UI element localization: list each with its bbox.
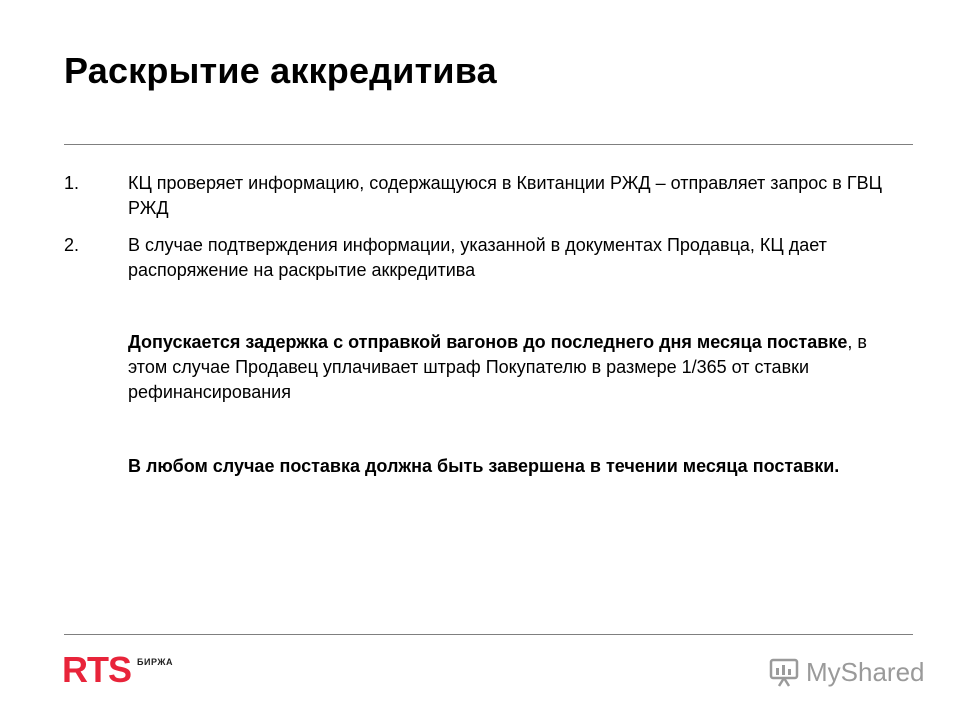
- presentation-icon: [768, 656, 800, 688]
- rts-logo: [62, 649, 173, 692]
- bottom-divider: [64, 634, 913, 635]
- myshared-watermark: [768, 656, 925, 688]
- delay-note-rest: , в этом случае Продавец уплачивает штраф Покупателю в размере 1/365 от ставки рефинансирования: [128, 332, 867, 402]
- list-item-number: 2.: [64, 235, 80, 255]
- list-item-text: КЦ проверяет информацию, содержащуюся в Квитанции РЖД – отправляет запрос в ГВЦ РЖД: [128, 173, 882, 218]
- list-item-number: 1.: [64, 173, 80, 193]
- delay-note: [128, 330, 898, 405]
- top-divider: [64, 144, 913, 145]
- list-item-text: В случае подтверждения информации, указанной в документах Продавца, КЦ дает распоряжение на раскрытие аккредитива: [128, 235, 827, 280]
- completion-note: В любом случае поставка должна быть завершена в течении месяца поставки.: [128, 456, 840, 476]
- slide-title: Раскрытие аккредитива: [64, 50, 497, 91]
- rts-logo-subtitle: БИРЖА: [137, 657, 173, 667]
- delay-note-bold: Допускается задержка с отправкой вагонов до последнего дня месяца поставке: [128, 332, 848, 352]
- rts-logo-text: RTS: [62, 649, 131, 690]
- myshared-text: MyShared: [806, 657, 925, 687]
